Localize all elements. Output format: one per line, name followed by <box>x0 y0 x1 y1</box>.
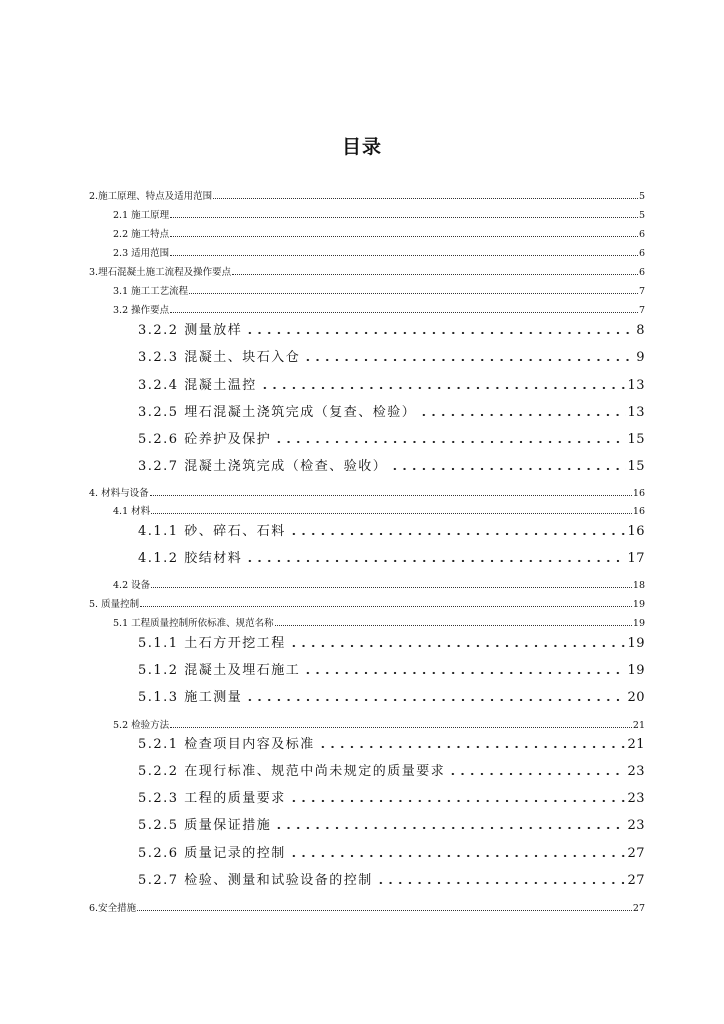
toc-page-number: 27 <box>632 903 645 914</box>
toc-page-number: 16 <box>632 506 645 517</box>
toc-leader <box>243 686 626 701</box>
toc-entry[interactable] <box>89 264 645 278</box>
toc-page-number: 15 <box>627 432 645 447</box>
toc-page-number: 17 <box>627 551 645 566</box>
toc-leader <box>137 900 632 911</box>
toc-entry-label: 2.2 施工特点 <box>113 229 170 240</box>
toc-leader <box>189 283 638 294</box>
toc-entry-label: 3.1 施工工艺流程 <box>113 286 189 297</box>
toc-page-number: 21 <box>627 737 645 752</box>
toc-entry[interactable] <box>138 401 645 421</box>
toc-leader <box>140 596 632 607</box>
toc-entry-label: 3.2.3 混凝土、块石入仓 <box>138 350 301 365</box>
toc-leader <box>287 787 627 802</box>
toc-leader <box>213 188 638 199</box>
toc-leader <box>388 455 626 470</box>
toc-page-number: 19 <box>632 599 645 610</box>
toc-entry-label: 5.2 检验方法 <box>113 720 170 731</box>
toc-page-number: 16 <box>627 524 645 539</box>
toc-entry-label: 4.1.2 胶结材料 <box>138 551 243 566</box>
toc-page-number: 19 <box>627 636 645 651</box>
toc-page-number: 8 <box>636 323 645 338</box>
toc-page-number: 23 <box>627 764 645 779</box>
toc-entry[interactable] <box>138 374 645 394</box>
toc-entry[interactable] <box>113 717 645 731</box>
toc-leader <box>417 401 626 416</box>
toc-page-number: 6 <box>638 229 645 240</box>
toc-entry-label: 5.1.3 施工测量 <box>138 690 243 705</box>
toc-leader <box>272 814 626 829</box>
toc-leader <box>150 485 632 496</box>
toc-entry[interactable] <box>138 842 645 862</box>
toc-entry[interactable] <box>138 428 645 448</box>
toc-leader <box>287 842 627 857</box>
toc-entry-label: 5.1.2 混凝土及埋石施工 <box>138 663 301 678</box>
toc-entry[interactable] <box>113 207 645 221</box>
toc-entry-label: 3.2.5 埋石混凝土浇筑完成（复查、检验） <box>138 405 417 420</box>
toc-page-number: 5 <box>638 191 645 202</box>
toc-page-number: 15 <box>627 459 645 474</box>
toc-entry[interactable] <box>89 188 645 202</box>
toc-entry-label: 3.2.4 混凝土温控 <box>138 378 257 393</box>
toc-page-number: 6 <box>638 267 645 278</box>
toc-leader <box>287 632 627 647</box>
toc-page-number: 23 <box>627 818 645 833</box>
toc-leader <box>170 226 638 237</box>
toc-entry-label: 6.安全措施 <box>89 903 137 914</box>
toc-entry[interactable] <box>138 733 645 753</box>
toc-page-number: 19 <box>632 618 645 629</box>
toc-entry-label: 5. 质量控制 <box>89 599 140 610</box>
toc-entry[interactable] <box>113 577 645 591</box>
toc-page-number: 16 <box>632 488 645 499</box>
toc-leader <box>374 869 627 884</box>
toc-entry[interactable] <box>113 302 645 316</box>
toc-leader <box>170 245 638 256</box>
toc-entry-label: 5.2.2 在现行标准、规范中尚未规定的质量要求 <box>138 764 446 779</box>
toc-leader <box>170 207 638 218</box>
toc-leader <box>151 503 632 514</box>
toc-entry[interactable] <box>138 547 645 567</box>
toc-entry[interactable] <box>138 787 645 807</box>
toc-entry[interactable] <box>138 319 645 339</box>
toc-page-number: 23 <box>627 791 645 806</box>
toc-page-number: 5 <box>638 210 645 221</box>
toc-page-number: 9 <box>636 350 645 365</box>
toc-leader <box>170 302 638 313</box>
toc-entry[interactable] <box>89 485 645 499</box>
toc-leader <box>316 733 627 748</box>
toc-leader <box>243 547 626 562</box>
toc-page-number: 13 <box>627 405 645 420</box>
toc-entry[interactable] <box>138 869 645 889</box>
toc-entry-label: 5.1 工程质量控制所依标准、规范名称 <box>113 618 274 629</box>
toc-page-number: 21 <box>632 720 645 731</box>
toc-entry-label: 5.2.6 砼养护及保护 <box>138 432 272 447</box>
toc-entry-label: 2.施工原理、特点及适用范围 <box>89 191 213 202</box>
toc-page-number: 7 <box>638 286 645 297</box>
toc-entry[interactable] <box>113 615 645 629</box>
toc-entry[interactable] <box>138 814 645 834</box>
toc-page-number: 13 <box>627 378 645 393</box>
toc-entry[interactable] <box>113 503 645 517</box>
toc-page-number: 20 <box>627 690 645 705</box>
toc-entry[interactable] <box>138 686 645 706</box>
toc-entry-label: 5.2.3 工程的质量要求 <box>138 791 286 806</box>
toc-leader <box>272 428 626 443</box>
toc-entry[interactable] <box>138 632 645 652</box>
toc-leader <box>446 760 626 775</box>
toc-entry-label: 5.1.1 土石方开挖工程 <box>138 636 286 651</box>
toc-page-number: 7 <box>638 305 645 316</box>
toc-entry[interactable] <box>89 900 645 914</box>
toc-entry-label: 4. 材料与设备 <box>89 488 149 499</box>
toc-entry-label: 5.2.1 检查项目内容及标准 <box>138 737 315 752</box>
toc-leader <box>301 346 635 361</box>
toc-entry-label: 3.2.2 测量放样 <box>138 323 243 338</box>
toc-page-number: 27 <box>627 873 645 888</box>
toc-page-number: 27 <box>627 846 645 861</box>
toc-entry[interactable] <box>138 659 645 679</box>
toc-entry-label: 4.2 设备 <box>113 580 151 591</box>
toc-entry[interactable] <box>113 226 645 240</box>
toc-leader <box>232 264 638 275</box>
toc-leader <box>287 520 627 535</box>
toc-entry[interactable] <box>138 346 645 366</box>
toc-leader <box>301 659 626 674</box>
toc-entry-label: 4.1 材料 <box>113 506 151 517</box>
toc-entry-label: 3.2 操作要点 <box>113 305 170 316</box>
toc-entry-label: 3.2.7 混凝土浇筑完成（检查、验收） <box>138 459 388 474</box>
toc-leader <box>258 374 627 389</box>
toc-entry-label: 5.2.6 质量记录的控制 <box>138 846 286 861</box>
toc-entry-label: 2.1 施工原理 <box>113 210 170 221</box>
toc-page-number: 18 <box>632 580 645 591</box>
toc-entry[interactable] <box>89 596 645 610</box>
toc-leader <box>170 717 632 728</box>
toc-entry[interactable] <box>113 245 645 259</box>
toc-entry[interactable] <box>138 760 645 780</box>
toc-entry[interactable] <box>113 283 645 297</box>
toc-leader <box>243 319 635 334</box>
toc-entry[interactable] <box>138 455 645 475</box>
page-title: 目录 <box>341 136 382 158</box>
toc-entry-label: 3.埋石混凝土施工流程及操作要点 <box>89 267 232 278</box>
toc-leader <box>151 577 632 588</box>
toc-entry[interactable] <box>138 520 645 540</box>
toc-leader <box>275 615 632 626</box>
toc-page-number: 6 <box>638 248 645 259</box>
toc-entry-label: 5.2.7 检验、测量和试验设备的控制 <box>138 873 373 888</box>
toc-page-number: 19 <box>627 663 645 678</box>
toc-entry-label: 5.2.5 质量保证措施 <box>138 818 272 833</box>
toc-entry-label: 4.1.1 砂、碎石、石料 <box>138 524 286 539</box>
toc-entry-label: 2.3 适用范围 <box>113 248 170 259</box>
